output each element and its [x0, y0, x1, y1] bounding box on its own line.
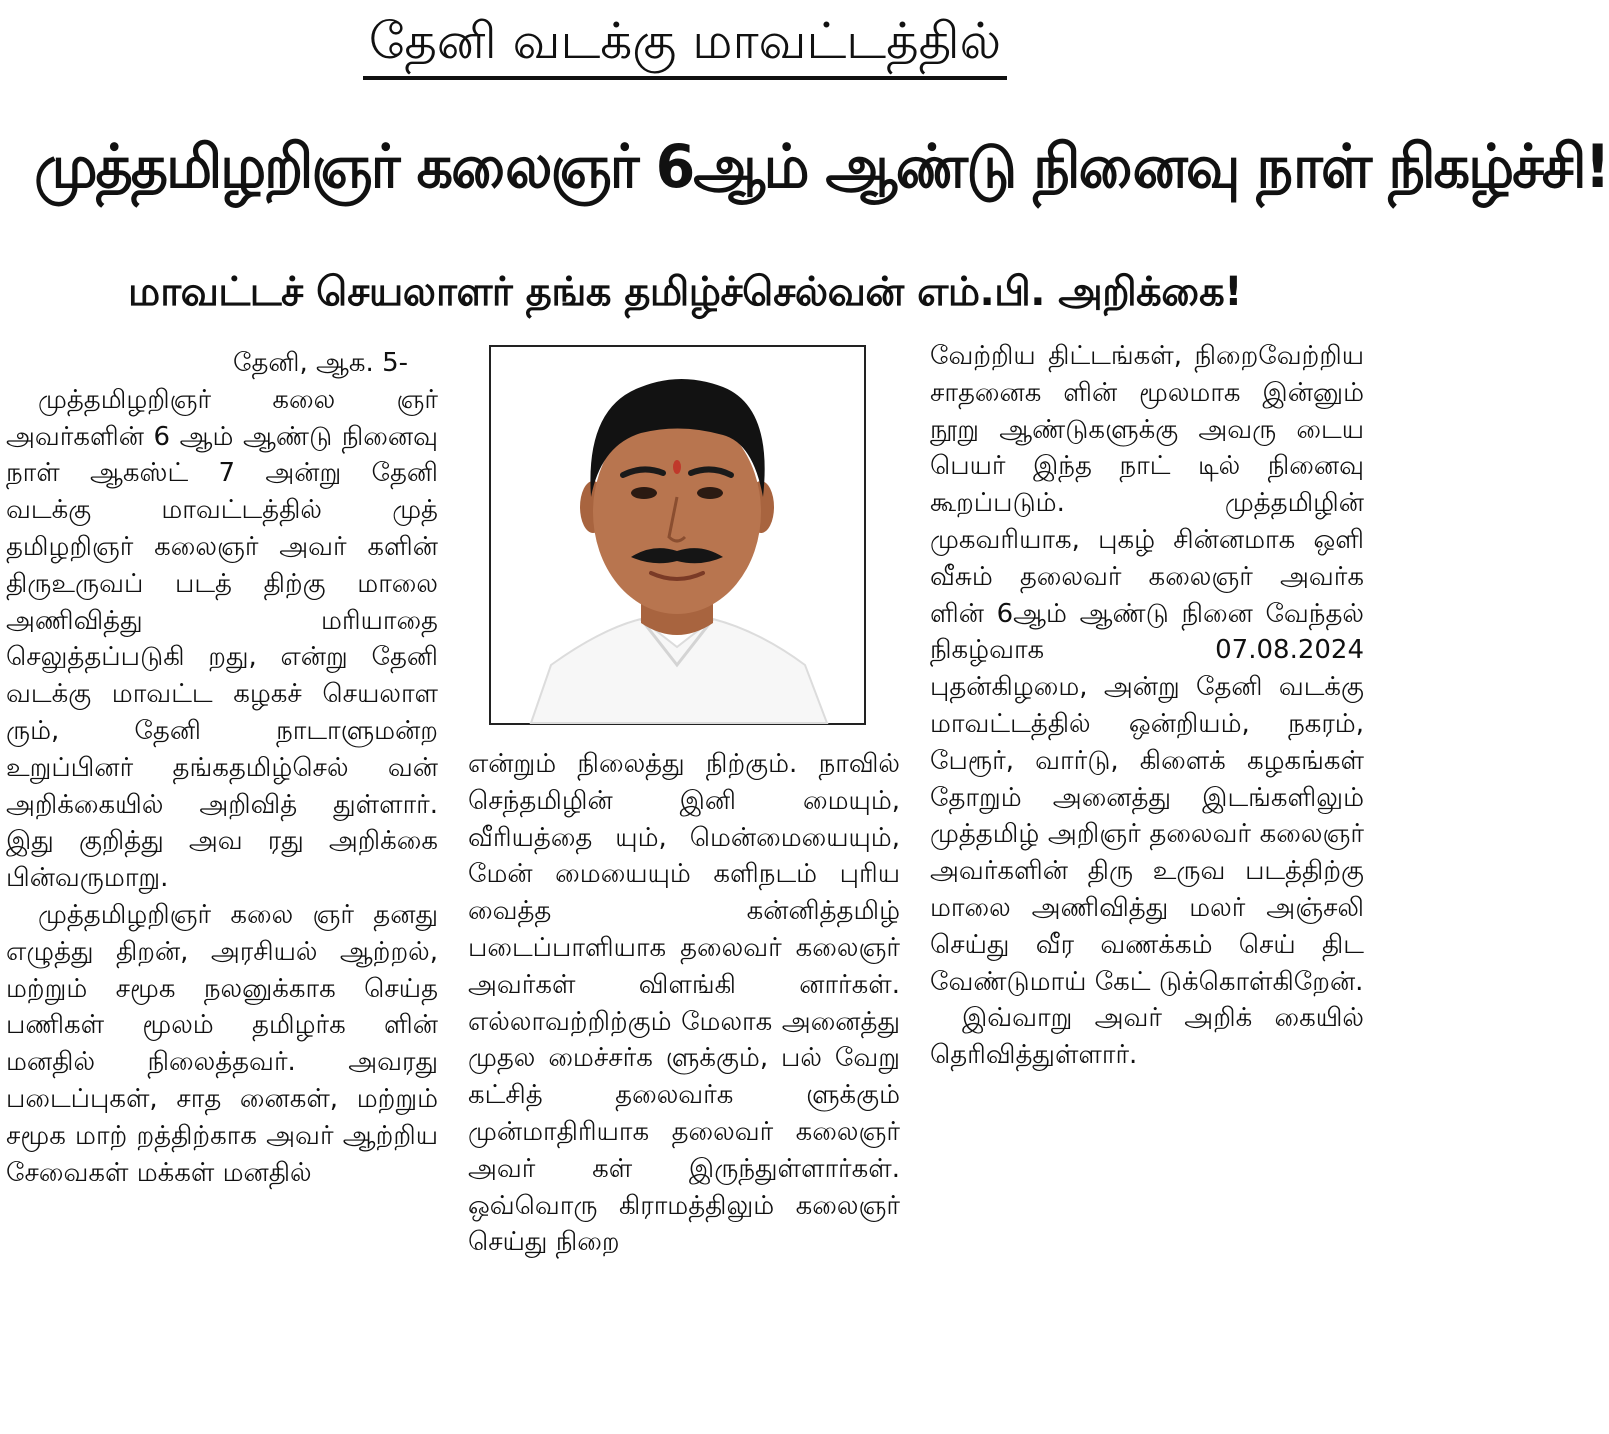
dateline: தேனி, ஆக. 5- [233, 348, 408, 378]
subheadline: மாவட்டச் செயலாளர் தங்க தமிழ்ச்செல்வன் எம்.பி. அறிக்கை! [128, 269, 1242, 315]
kicker-text: தேனி வடக்கு மாவட்டத்தில் [363, 6, 1007, 80]
article-column-2 [468, 746, 909, 1431]
headline: முத்தமிழறிஞர் கலைஞர் 6ஆம் ஆண்டு நினைவு நாள் நிகழ்ச்சி! [34, 132, 1609, 202]
paragraph: முத்தமிழறிஞர் கலை ஞர் அவர்களின் 6 ஆம் ஆண்டு நினைவு நாள் ஆகஸ்ட் 7 அன்று தேனி வடக்கு மாவட்டத்தில் முத் தமிழறிஞர் கலைஞர் அவர் களின் திருஉருவப் படத் திற்கு மாலை அணிவித்து மரியாதை செலுத்தப்படுகி றது, என்று தேனி வடக்கு மாவட்ட கழகச் செயலாள ரும், தேனி நாடாளுமன்ற உறுப்பினர் தங்கதமிழ்செல் வன் அறிக்கையில் அறிவித் துள்ளார். இது குறித்து அவ ரது அறிக்கை பின்வருமாறு. [6, 384, 447, 894]
paragraph: முத்தமிழறிஞர் கலை ஞர் தனது எழுத்து திறன், அரசியல் ஆற்றல், மற்றும் சமூக நலனுக்காக செய்த பணிகள் மூலம் தமிழர்க ளின் மனதில் நிலைத்தவர். அவரது படைப்புகள், சாத னைகள், மற்றும் சமூக மாற் றத்திற்காக அவர் ஆற்றிய சேவைகள் மக்கள் மனதில் [6, 899, 447, 1188]
kicker-heading [0, 6, 1370, 80]
article-column-1 [6, 345, 447, 1431]
portrait-image [491, 347, 864, 723]
paragraph: இவ்வாறு அவர் அறிக் கையில் தெரிவித்துள்ளார். [930, 1003, 1373, 1071]
paragraph: வேற்றிய திட்டங்கள், நிறைவேற்றிய சாதனைக ளின் மூலமாக இன்னும் நூறு ஆண்டுகளுக்கு அவரு டைய பெயர் இந்த நாட் டில் நினைவு கூறப்படும். முத்தமிழின் முகவரியாக, புகழ் சின்னமாக ஒளி வீசும் தலைவர் கலைஞர் அவர்க ளின் 6ஆம் ஆண்டு நினை வேந்தல் நிகழ்வாக 07.08.2024 புதன்கிழமை, அன்று தேனி வடக்கு மாவட்டத்தில் ஒன்றியம், நகரம், பேரூர், வார்டு, கிளைக் கழகங்கள் தோறும் அனைத்து இடங்களிலும் முத்தமிழ் அறிஞர் தலைவர் கலைஞர் அவர்களின் திரு உருவ படத்திற்கு மாலை அணிவித்து மலர் அஞ்சலி செய்து வீர வணக்கம் செய் திட வேண்டுமாய் கேட் டுக்கொள்கிறேன். [930, 341, 1373, 997]
paragraph: என்றும் நிலைத்து நிற்கும். நாவில் செந்தமிழின் இனி மையும், வீரியத்தை யும், மென்மையையும், மேன் மையையும் களிநடம் புரிய வைத்த கன்னித்தமிழ் படைப்பாளியாக தலைவர் கலைஞர் அவர்கள் விளங்கி னார்கள். எல்லாவற்றிற்கும் மேலாக அனைத்து முதல மைச்சர்க ளுக்கும், பல் வேறு கட்சித் தலைவர்க ளுக்கும் முன்மாதிரியாக தலைவர் கலைஞர் அவர் கள் இருந்துள்ளார்கள். ஒவ்வொரு கிராமத்திலும் கலைஞர் செய்து நிறை [468, 749, 909, 1258]
portrait-photo [489, 345, 866, 725]
article-column-3 [930, 338, 1373, 1431]
